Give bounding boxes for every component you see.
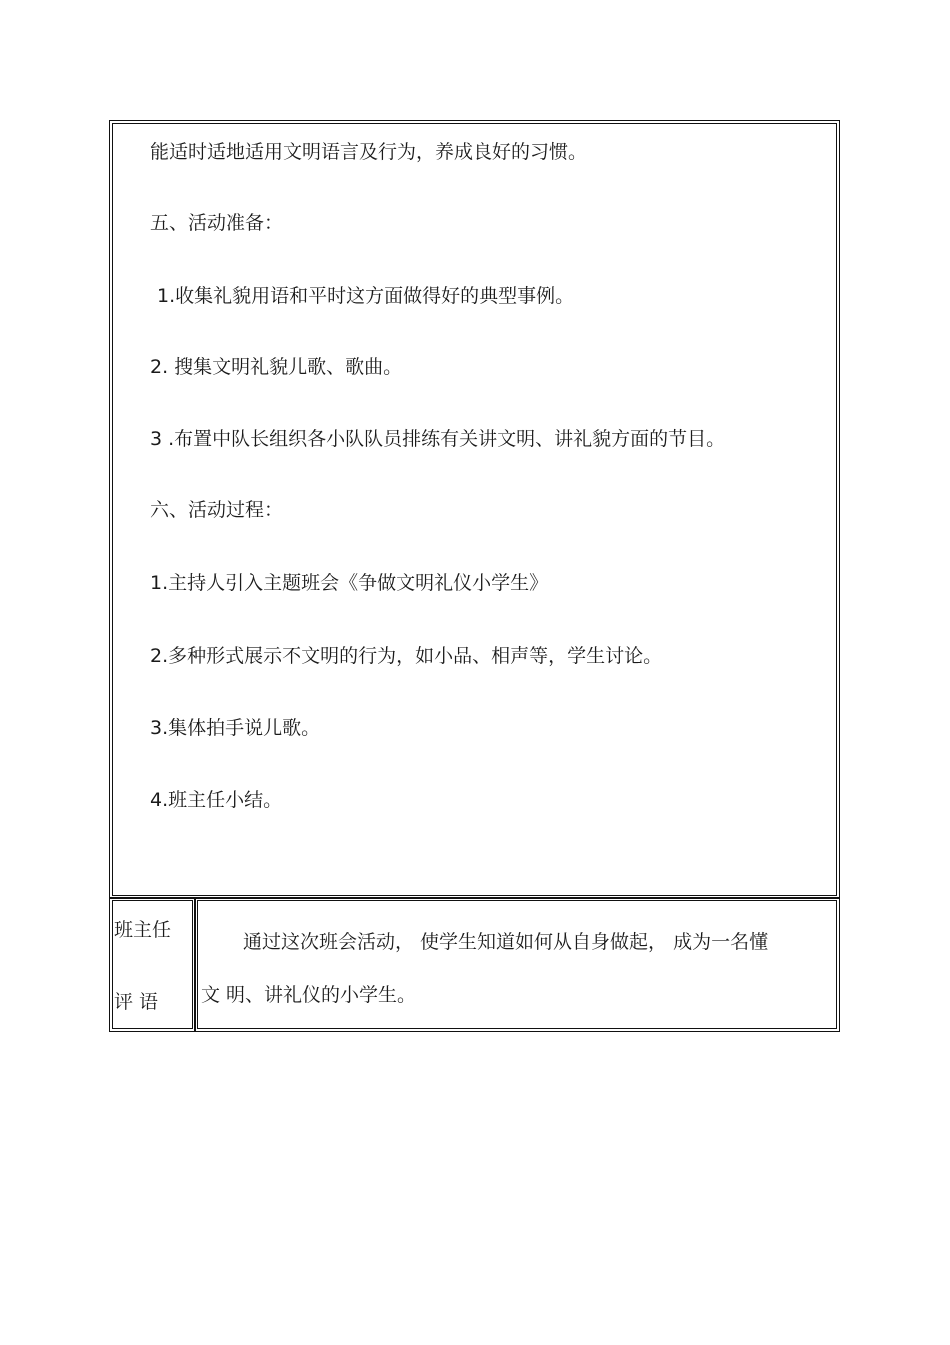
process-item-4: 4.班主任小结。	[150, 789, 283, 811]
process-item-2: 2.多种形式展示不文明的行为，如小品、相声等，学生讨论。	[150, 645, 663, 667]
section-heading-process: 六、活动过程：	[150, 499, 284, 521]
comment-text-cell	[194, 897, 840, 1032]
process-item-3: 3.集体拍手说儿歌。	[150, 717, 321, 739]
comment-text-line1: 通过这次班会活动， 使学生知道如何从自身做起， 成为一名懂	[243, 931, 769, 953]
content-line-goal: 能适时适地适用文明语言及行为，养成良好的习惯。	[150, 141, 588, 163]
comment-label-line1: 班主任	[114, 919, 172, 941]
section-heading-preparation: 五、活动准备：	[150, 212, 284, 234]
process-item-1: 1.主持人引入主题班会《争做文明礼仪小学生》	[150, 572, 549, 594]
comment-label-line2: 评 语	[114, 991, 159, 1013]
preparation-item-2: 2. 搜集文明礼貌儿歌、歌曲。	[150, 356, 403, 378]
preparation-item-1: 1.收集礼貌用语和平时这方面做得好的典型事例。	[157, 285, 575, 307]
comment-text-line2: 文 明、讲礼仪的小学生。	[201, 984, 417, 1006]
preparation-item-3: 3 .布置中队长组织各小队队员排练有关讲文明、讲礼貌方面的节目。	[150, 428, 726, 450]
